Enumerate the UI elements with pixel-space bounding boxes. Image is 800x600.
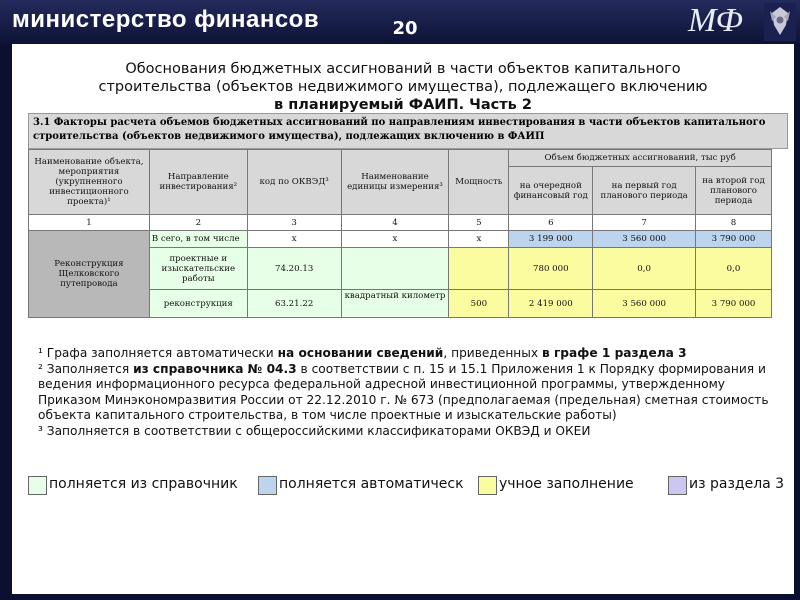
footnote-3: ³ Заполняется в соответствии с общероссийскими классификаторами ОКВЭД и ОКЕИ — [38, 423, 591, 438]
col-header-budget: Объем бюджетных ассигнований, тыс руб — [509, 150, 772, 167]
page-title: Обоснования бюджетных ассигнований в части объектов капитального строительства (объектов недвижимого имущества), подлежащего включению в планируемый ФАИП. Часть 2 — [98, 61, 708, 113]
col-header-capacity: Мощность — [449, 150, 509, 215]
col-header-name: Наименование объекта, мероприятия (укрупненного инвестиционного проекта)¹ — [29, 150, 150, 215]
table-row: реконструкция 63.21.22 квадратный километр 500 2 419 000 3 560 000 3 790 000 — [29, 290, 772, 318]
object-name-cell: Реконструкция Щелковского путепровода — [29, 231, 150, 318]
footnote-1: ¹ Графа заполняется автоматически на основании сведений, приведенных в графе 1 раздела 3 — [38, 346, 687, 360]
ministry-title: министерство финансов — [12, 6, 320, 33]
coat-of-arms-icon — [764, 3, 796, 41]
table-row: Реконструкция Щелковского путепровода В сего, в том числе х х х 3 199 000 3 560 000 3 790 000 — [29, 231, 772, 248]
page-number: 20 — [392, 18, 418, 39]
col-header-py1: на первый год планового периода — [593, 167, 696, 215]
legend-swatch-yellow — [478, 476, 497, 495]
col-header-fy: на очередной финансовый год — [509, 167, 593, 215]
col-header-direction: Направление инвестирования² — [149, 150, 247, 215]
table-row: проектные и изыскательские работы 74.20.13 780 000 0,0 0,0 — [29, 248, 772, 290]
col-header-okved: код по ОКВЭД³ — [247, 150, 341, 215]
footnotes — [38, 346, 778, 440]
ministry-logo: МФ — [688, 2, 743, 39]
footnote-2: ² Заполняется из справочника № 04.3 в соответствии с п. 15 и 15.1 Приложения 1 к Порядку формирования и ведения информационного ресурса федеральной адресной инвестиционной программы, утвержденному Приказом Минэкономразвития России от 22.12.2010 г. № 673 (предполагаемая (предельная) сметная стоимость объекта капитального строительства, в том числе проектные и изыскательские работы) — [38, 361, 769, 423]
legend-swatch-blue — [258, 476, 277, 495]
budget-table — [28, 149, 772, 318]
legend-swatch-purple — [668, 476, 687, 495]
col-header-py2: на второй год планового периода — [696, 167, 772, 215]
column-number-row: 1 2 3 4 5 6 7 8 — [29, 215, 772, 231]
col-header-unit: Наименование единицы измерения³ — [341, 150, 449, 215]
slide-page: Обоснования бюджетных ассигнований в части объектов капитального строительства (объектов недвижимого имущества), подлежащего включению в планируемый ФАИП. Часть 2 3.1 Факторы расчета объемов бюджетных ассигнований по направлениям инвестирования в части объектов капитального строительства (объектов недвижимого имущества), подлежащих включению в ФАИП Наименование объекта, мероприятия (укрупненного инвестиционного проекта)¹ Направление инвестирования² код по ОКВЭД³ Наименование единицы измерения³ Мощность Объем бюджетных ассигнований, тыс руб на очередной финансовый год на первый год планового периода на второй год планового периода 1 2 3 4 5 6 7 8 Реконструкция Щелковского путепровода В сего, в том числе х х х 3 199 000 3 560 000 3 790 000 проектные и изыскательские работы 74.20.13 780 000 0,0 0,0 реконструкция 63.21.22 квадратный километр 500 2 419 000 3 560 000 3 790 000 ¹ Графа заполняется автоматически на основании сведений, приведенных в графе 1 раздела 3 ² Заполняется из справочника № 04.3 в соответствии с п. 15 и 15.1 Приложения 1 к Порядку формирования и ведения информационного ресурса федеральной адресной инвестиционной программы, утвержденному Приказом Минэкономразвития России от 22.12.2010 г. № 673 (предполагаемая (предельная) сметная стоимость объекта капитального строительства, в том числе проектные и изыскательские работы) ³ Заполняется в соответствии с общероссийскими классификаторами ОКВЭД и ОКЕИ полняется из справочник полняется автоматическ учное заполнение из раздела 3 — [12, 44, 794, 594]
section-header: 3.1 Факторы расчета объемов бюджетных ассигнований по направлениям инвестирования в части объектов капитального строительства (объектов недвижимого имущества), подлежащих включению в ФАИП — [28, 113, 788, 149]
legend-swatch-green — [28, 476, 47, 495]
